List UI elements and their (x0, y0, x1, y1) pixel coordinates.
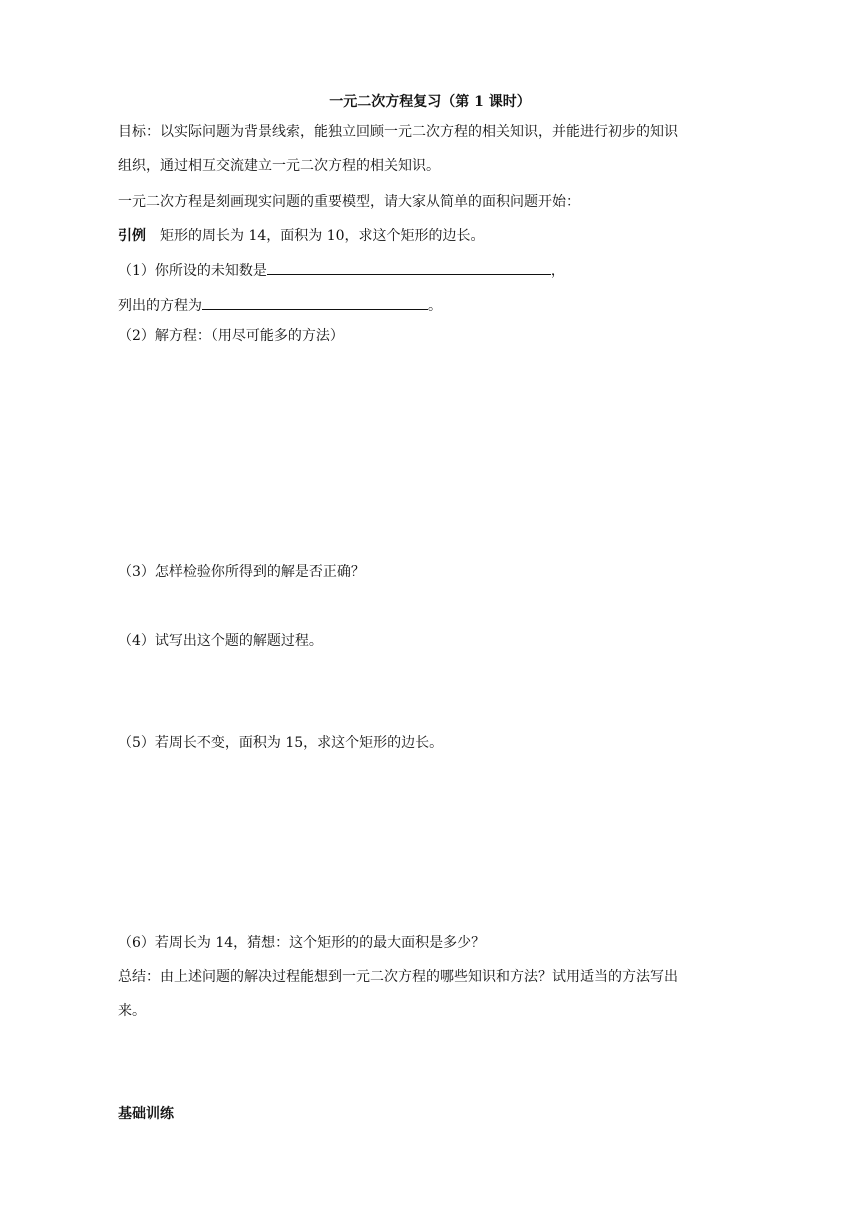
question-1b-suffix: 。 (428, 298, 442, 314)
example-label: 引例 (118, 228, 146, 244)
question-1-suffix: ， (550, 263, 565, 279)
goal-line-1: 目标：以实际问题为背景线索，能独立回顾一元二次方程的相关知识，并能进行初步的知识 (118, 124, 678, 140)
question-2: （2）解方程：（用尽可能多的方法） (118, 328, 344, 344)
question-4: （4）试写出这个题的解题过程。 (118, 633, 323, 649)
question-1 (118, 259, 565, 281)
summary-line-1: 总结：由上述问题的解决过程能想到一元二次方程的哪些知识和方法？试用适当的方法写出 (118, 969, 678, 985)
summary-line-2: 来。 (118, 1003, 146, 1019)
section-heading: 基础训练 (118, 1106, 174, 1122)
answer-blank-equation[interactable] (202, 294, 428, 310)
question-3: （3）怎样检验你所得到的解是否正确？ (118, 564, 365, 580)
question-6: （6）若周长为 14，猜想：这个矩形的的最大面积是多少？ (118, 935, 486, 951)
question-1b-prefix: 列出的方程为 (118, 298, 202, 314)
example-text: 矩形的周长为 14，面积为 10，求这个矩形的边长。 (160, 228, 485, 244)
question-1b (118, 294, 442, 316)
example-line (118, 226, 485, 246)
intro-text: 一元二次方程是刻画现实问题的重要模型，请大家从简单的面积问题开始： (118, 194, 580, 210)
question-1-prefix: （1）你所设的未知数是 (118, 263, 267, 279)
answer-blank-unknown[interactable] (267, 259, 551, 275)
question-5: （5）若周长不变，面积为 15，求这个矩形的边长。 (118, 735, 444, 751)
document-title: 一元二次方程复习（第 1 课时） (329, 94, 531, 110)
goal-line-2: 组织，通过相互交流建立一元二次方程的相关知识。 (118, 158, 440, 174)
